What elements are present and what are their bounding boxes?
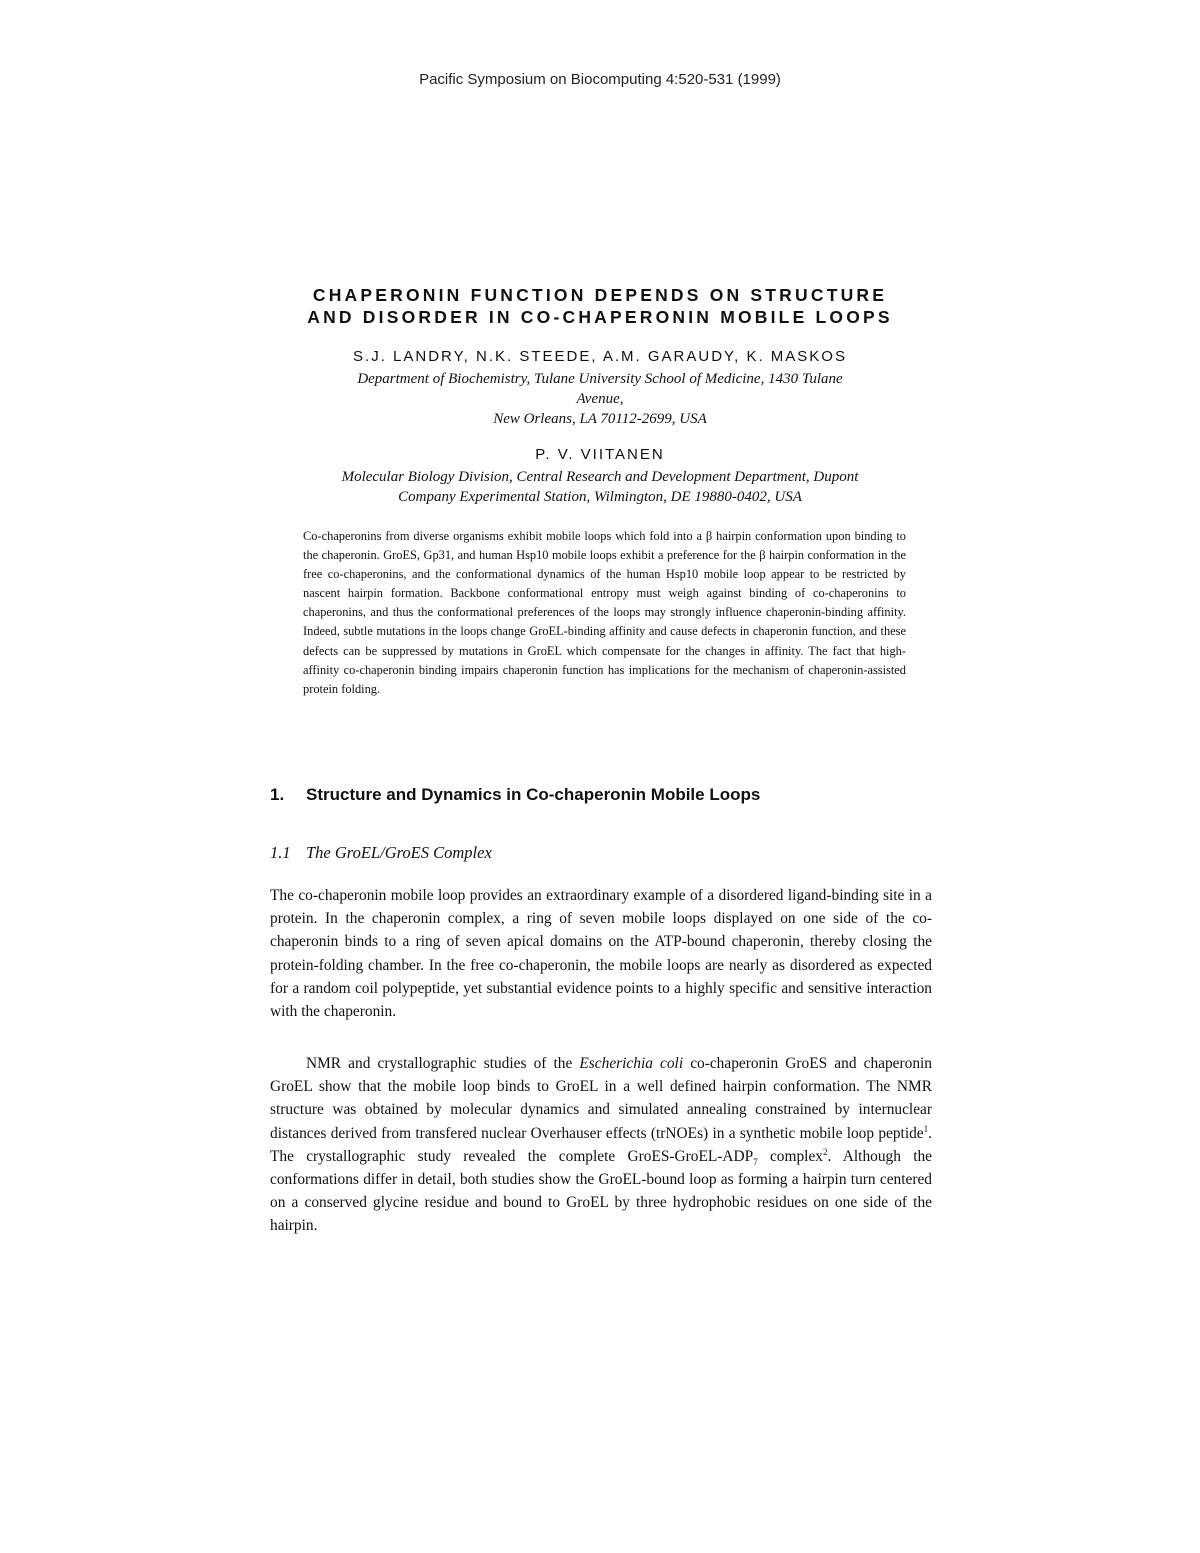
section-heading xyxy=(270,785,950,805)
body-paragraph-2 xyxy=(270,1052,932,1238)
author-names-1: S.J. LANDRY, N.K. STEEDE, A.M. GARAUDY, K. MASKOS xyxy=(353,348,847,365)
section-title: Structure and Dynamics in Co-chaperonin Mobile Loops xyxy=(306,785,761,804)
title-line-1: CHAPERONIN FUNCTION DEPENDS ON STRUCTURE xyxy=(312,285,888,305)
paragraph-2-part-2: co-chaperonin GroES and chaperonin GroEL show that the mobile loop binds to GroEL in a well defined hairpin conformation. The NMR structure was obtained by molecular dynamics and simulated annealing constrained by internuclear distances derived from transfered nuclear Overhauser effects (trNOEs) in a synthetic mobile loop peptide xyxy=(270,1055,932,1142)
affiliation-2 xyxy=(240,467,960,507)
subsection-title: The GroEL/GroES Complex xyxy=(306,843,492,862)
affiliation-2-line-2: Company Experimental Station, Wilmington, DE 19880-0402, USA xyxy=(398,489,802,505)
affiliation-1-line-3: New Orleans, LA 70112-2699, USA xyxy=(493,411,707,427)
subsection-heading xyxy=(270,843,950,863)
paragraph-1-text: The co-chaperonin mobile loop provides an extraordinary example of a disordered ligand-binding site in a protein. In the chaperonin complex, a ring of seven mobile loops displayed on one side of the co-chaperonin binds to a ring of seven apical domains on the ATP-bound chaperonin, thereby closing the protein-folding chamber. In the free co-chaperonin, the mobile loops are nearly as disordered as expected for a random coil polypeptide, yet substantial evidence points to a highly specific and sensitive interaction with the chaperonin. xyxy=(270,887,932,1021)
title-line-2: AND DISORDER IN CO-CHAPERONIN MOBILE LOOPS xyxy=(307,307,893,327)
affiliation-1-line-2: Avenue, xyxy=(576,391,624,407)
affiliation-1-line-1: Department of Biochemistry, Tulane University School of Medicine, 1430 Tulane xyxy=(357,371,843,387)
abstract-text: Co-chaperonins from diverse organisms exhibit mobile loops which fold into a β hairpin conformation upon binding to the chaperonin. GroES, Gp31, and human Hsp10 mobile loops exhibit a preference for the β hairpin conformation in the free co-chaperonins, and the conformational dynamics of the human Hsp10 mobile loop appear to be restricted by nascent hairpin formation. Backbone conformational entropy must weigh against binding of co-chaperonins to chaperonins, and thus the conformational preferences of the loops may strongly influence chaperonin-binding affinity. Indeed, subtle mutations in the loops change GroEL-binding affinity and cause defects in chaperonin function, and these defects can be suppressed by mutations in GroEL which compensate for the changes in affinity. The fact that high-affinity co-chaperonin binding impairs chaperonin function has implications for the mechanism of chaperonin-assisted protein folding. xyxy=(303,529,906,696)
section-number: 1. xyxy=(270,785,285,804)
paragraph-2-part-4: complex xyxy=(757,1147,823,1165)
affiliation-1 xyxy=(240,369,960,429)
body-paragraph-1 xyxy=(270,884,932,1023)
reference-2: 2 xyxy=(822,1146,828,1157)
paragraph-2-part-3: . The crystallographic study revealed the complete GroES-GroEL-ADP xyxy=(270,1124,932,1165)
organism-name: Escherichia coli xyxy=(579,1055,684,1072)
adp-subscript: 7 xyxy=(753,1156,758,1167)
paper-title xyxy=(240,284,960,328)
abstract xyxy=(303,527,906,699)
paragraph-2-text xyxy=(270,1052,932,1238)
running-header: Pacific Symposium on Biocomputing 4:520-531 (1999) xyxy=(419,71,781,88)
paragraph-2-part-5: . Although the conformations differ in detail, both studies show the GroEL-bound loop as forming a hairpin turn centered on a conserved glycine residue and bound to GroEL by three hydrophobic residues on one side of the hairpin. xyxy=(270,1147,933,1235)
affiliation-2-line-1: Molecular Biology Division, Central Research and Development Department, Dupont xyxy=(341,469,859,485)
reference-1: 1 xyxy=(923,1123,929,1134)
author-names-2: P. V. VIITANEN xyxy=(535,446,665,463)
paragraph-2-part-1: NMR and crystallographic studies of the xyxy=(306,1055,580,1072)
subsection-number: 1.1 xyxy=(270,843,291,862)
